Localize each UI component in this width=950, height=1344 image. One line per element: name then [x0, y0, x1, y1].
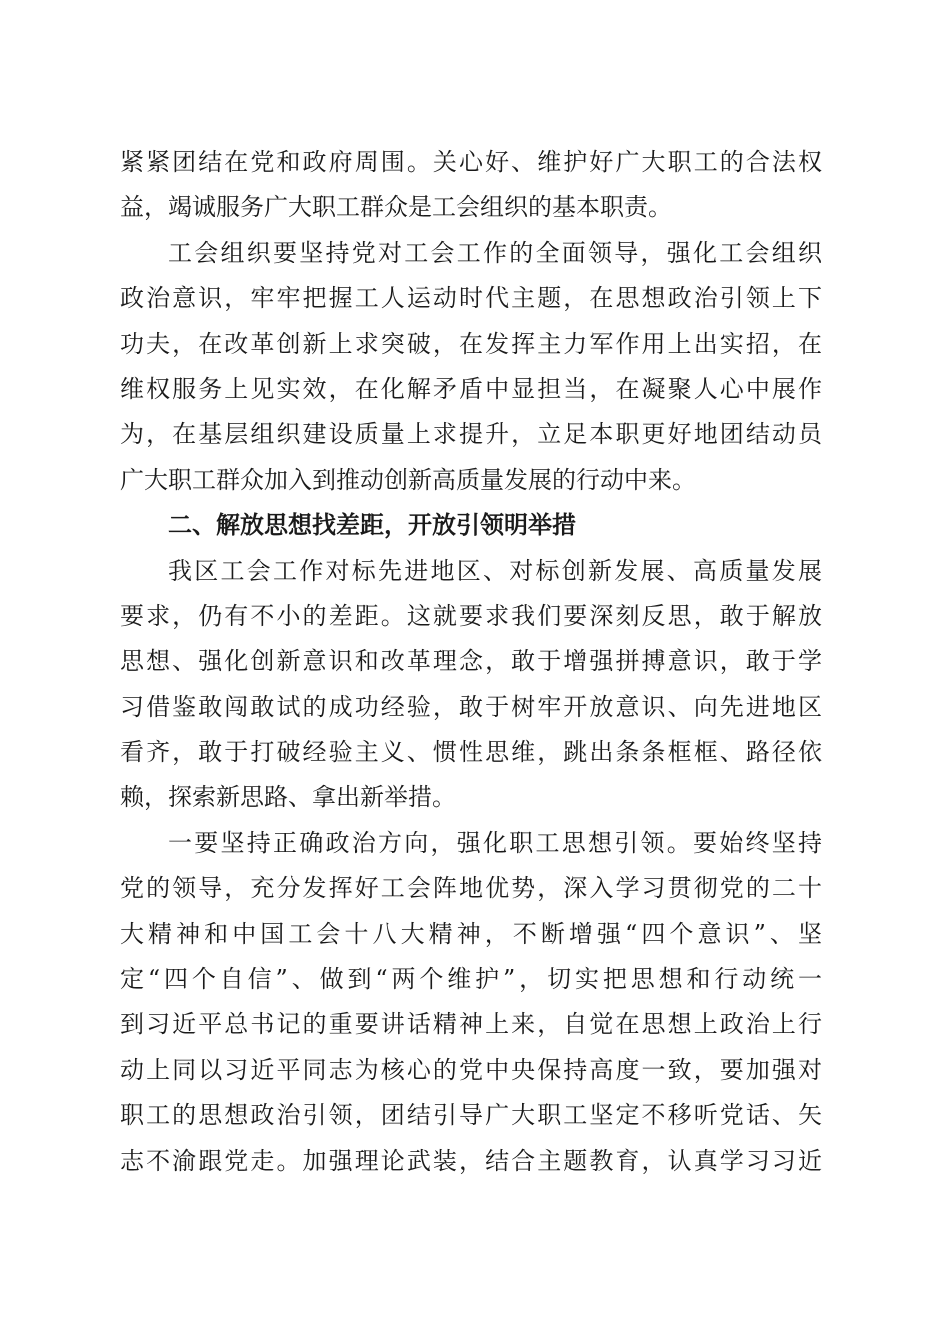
paragraph-2: [120, 231, 822, 503]
text-line: 职工的思想政治引领，团结引导广大职工坚定不移听党话、矢: [120, 1101, 822, 1130]
section-heading-text: 二、解放思想找差距，开放引领明举措: [168, 511, 576, 540]
text-line: 广大职工群众加入到推动创新高质量发展的行动中来。: [120, 465, 696, 494]
text-line: 党的领导，充分发挥好工会阵地优势，深入学习贯彻党的二十: [120, 874, 822, 903]
text-line: 到习近平总书记的重要讲话精神上来，自觉在思想上政治上行: [120, 1010, 822, 1039]
text-line: 习借鉴敢闯敢试的成功经验，敢于树牢开放意识、向先进地区: [120, 692, 822, 721]
paragraph-1-continuation: [120, 140, 822, 231]
text-line: 赖，探索新思路、拿出新举措。: [120, 783, 456, 812]
text-line: 定“四个自信”、做到“两个维护”，切实把思想和行动统一: [120, 965, 822, 994]
section-heading-2: [120, 503, 822, 548]
text-line: 益，竭诚服务广大职工群众是工会组织的基本职责。: [120, 193, 672, 222]
text-line: 志不渝跟党走。加强理论武装，结合主题教育，认真学习习近: [120, 1146, 822, 1175]
document-page: [120, 140, 822, 1184]
text-line: 政治意识，牢牢把握工人运动时代主题，在思想政治引领上下: [120, 284, 822, 313]
paragraph-3: [120, 549, 822, 821]
text-line: 大精神和中国工会十八大精神，不断增强“四个意识”、坚: [120, 919, 822, 948]
text-line: 动上同以习近平同志为核心的党中央保持高度一致，要加强对: [120, 1055, 822, 1084]
text-line: 紧紧团结在党和政府周围。关心好、维护好广大职工的合法权: [120, 148, 822, 176]
text-line: 看齐，敢于打破经验主义、惯性思维，跳出条条框框、路径依: [120, 738, 822, 767]
text-line: 我区工会工作对标先进地区、对标创新发展、高质量发展: [168, 556, 822, 585]
text-line: 工会组织要坚持党对工会工作的全面领导，强化工会组织: [168, 238, 822, 267]
text-line: 维权服务上见实效，在化解矛盾中显担当，在凝聚人心中展作: [120, 374, 822, 403]
text-line: 功夫，在改革创新上求突破，在发挥主力军作用上出实招，在: [120, 329, 822, 358]
text-line: 要求，仍有不小的差距。这就要求我们要深刻反思，敢于解放: [120, 601, 822, 630]
text-line: 思想、强化创新意识和改革理念，敢于增强拼搏意识，敢于学: [120, 647, 822, 676]
text-line: 为，在基层组织建设质量上求提升，立足本职更好地团结动员: [120, 420, 822, 449]
text-line: 一要坚持正确政治方向，强化职工思想引领。要始终坚持: [168, 828, 822, 857]
paragraph-4: [120, 821, 822, 1184]
